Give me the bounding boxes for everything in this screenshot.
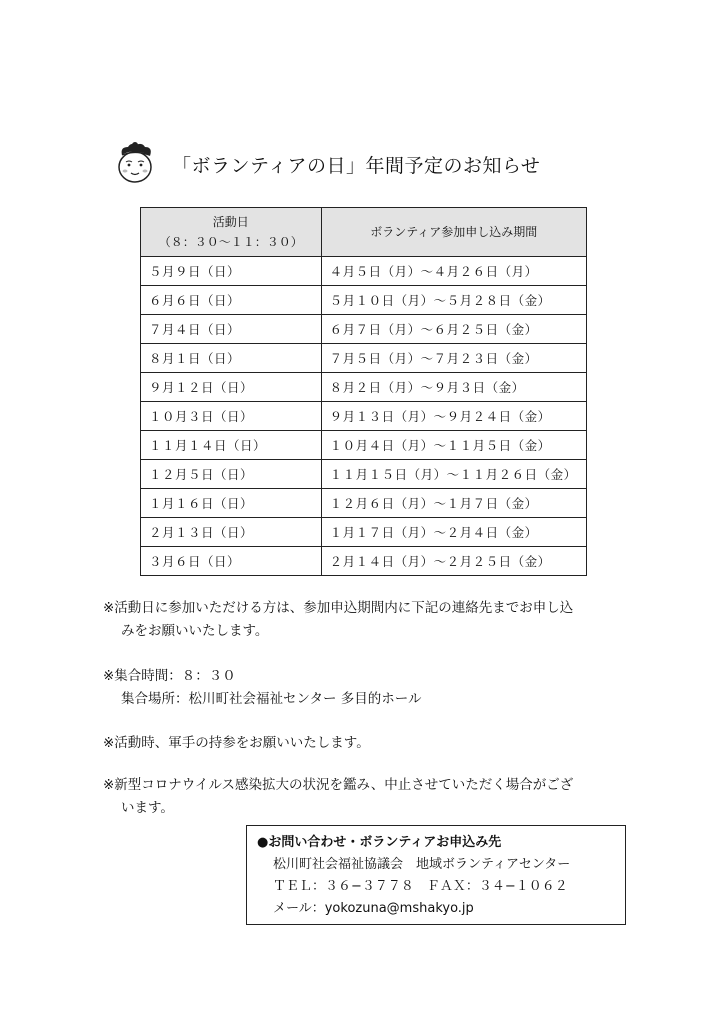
contact-email: メール：yokozuna@mshakyo.jp	[273, 901, 474, 916]
activity-date-header	[141, 208, 322, 257]
application-period-cell: １月１７日（月）〜２月４日（金）	[321, 518, 586, 547]
application-period-cell: ５月１０日（月）〜５月２８日（金）	[321, 286, 586, 315]
note-covid-line1: ※新型コロナウイルス感染拡大の状況を鑑み、中止させていただく場合がござ	[103, 777, 574, 793]
note-meeting-place: 集合場所：松川町社会福祉センター 多目的ホール	[121, 691, 422, 707]
application-period-cell: １１月１５日（月）〜１１月２６日（金）	[321, 460, 586, 489]
application-period-cell: ４月５日（月）〜４月２６日（月）	[321, 257, 586, 286]
activity-date-cell: ８月１日（日）	[141, 344, 322, 373]
note-gloves	[103, 732, 370, 755]
note-gloves-text: ※活動時、軍手の持参をお願いいたします。	[103, 735, 370, 751]
contact-tel-fax: ＴＥＬ：３６−３７７８ ＦＡＸ：３４−１０６２	[273, 879, 568, 894]
table-row	[141, 489, 587, 518]
contact-heading: ●お問い合わせ・ボランティアお申込み先	[257, 835, 502, 850]
table-header-row	[141, 208, 587, 257]
table-row	[141, 286, 587, 315]
activity-date-cell: １０月３日（日）	[141, 402, 322, 431]
activity-date-cell: １１月１４日（日）	[141, 431, 322, 460]
activity-date-cell: ７月４日（日）	[141, 315, 322, 344]
activity-time-header-label: （８：３０〜１１：３０）	[158, 235, 303, 249]
note-application	[103, 597, 573, 643]
application-period-cell: ８月２日（月）〜９月３日（金）	[321, 373, 586, 402]
table-row	[141, 373, 587, 402]
activity-date-cell: ５月９日（日）	[141, 257, 322, 286]
table-row	[141, 315, 587, 344]
table-row	[141, 518, 587, 547]
table-row	[141, 257, 587, 286]
application-period-header: ボランティア参加申し込み期間	[321, 208, 586, 257]
application-period-cell: ７月５日（月）〜７月２３日（金）	[321, 344, 586, 373]
activity-date-header-label: 活動日	[212, 215, 249, 229]
table-row	[141, 547, 587, 576]
activity-date-cell: ９月１２日（日）	[141, 373, 322, 402]
activity-date-cell: １月１６日（日）	[141, 489, 322, 518]
table-row	[141, 344, 587, 373]
application-period-cell: ２月１４日（月）〜２月２５日（金）	[321, 547, 586, 576]
application-period-cell: １２月６日（月）〜１月７日（金）	[321, 489, 586, 518]
page-title: 「ボランティアの日」年間予定のお知らせ	[172, 154, 541, 177]
schedule-table	[140, 207, 587, 576]
application-period-cell: ６月７日（月）〜６月２５日（金）	[321, 315, 586, 344]
activity-date-cell: ３月６日（日）	[141, 547, 322, 576]
sumo-face-icon	[112, 141, 158, 187]
table-row	[141, 431, 587, 460]
title-row	[112, 140, 540, 188]
contact-box	[246, 825, 626, 925]
activity-date-cell: ２月１３日（日）	[141, 518, 322, 547]
table-row	[141, 460, 587, 489]
application-period-cell: ９月１３日（月）〜９月２４日（金）	[321, 402, 586, 431]
note-covid	[103, 774, 573, 820]
note-covid-line2: います。	[121, 800, 174, 816]
activity-date-cell: ６月６日（日）	[141, 286, 322, 315]
activity-date-cell: １２月５日（日）	[141, 460, 322, 489]
application-period-cell: １０月４日（月）〜１１月５日（金）	[321, 431, 586, 460]
note-meeting	[103, 665, 421, 711]
note-application-line2: みをお願いいたします。	[121, 623, 269, 639]
note-application-line1: ※活動日に参加いただける方は、参加申込期間内に下記の連絡先までお申し込	[103, 600, 574, 616]
note-meeting-time: ※集合時間：８：３０	[103, 668, 236, 684]
table-row	[141, 402, 587, 431]
contact-org: 松川町社会福祉協議会 地域ボランティアセンター	[273, 857, 571, 872]
